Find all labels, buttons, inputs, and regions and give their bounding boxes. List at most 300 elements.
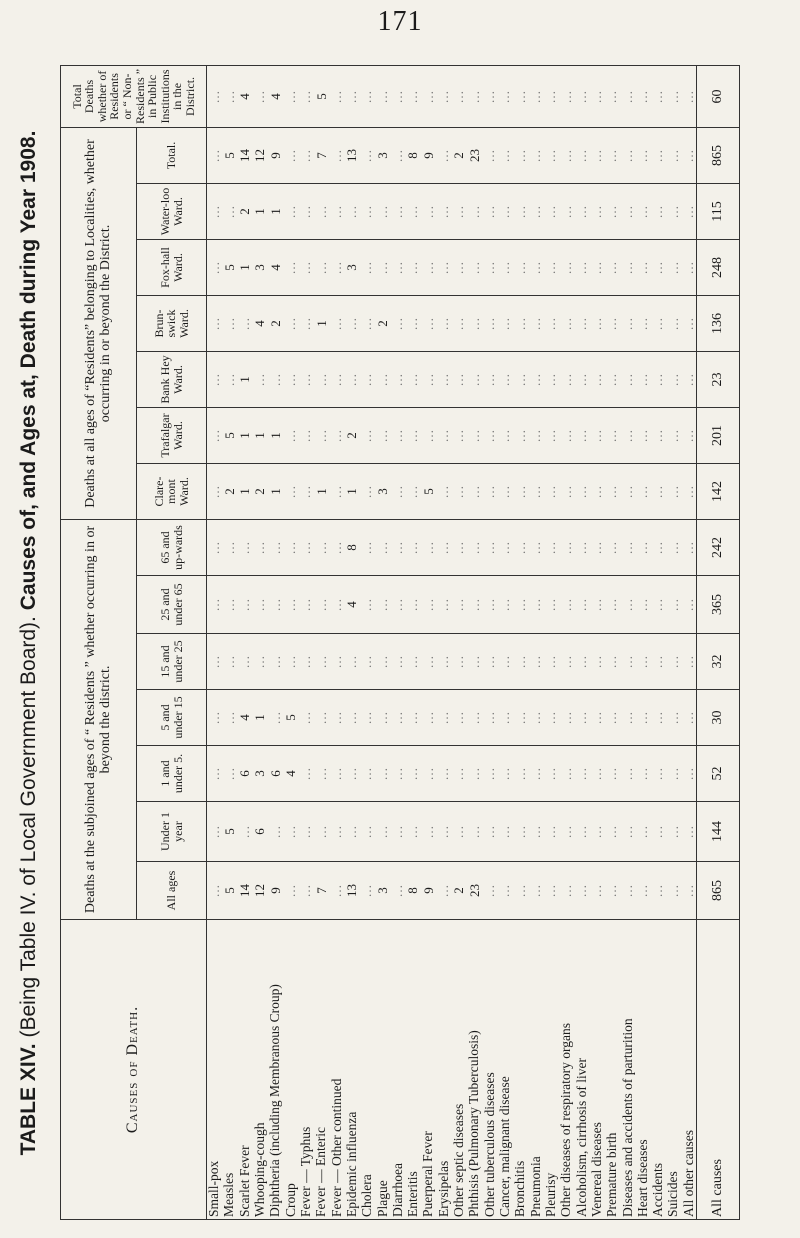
leader-dots: … xyxy=(635,654,651,669)
table-cell xyxy=(513,65,528,127)
leader-dots: … xyxy=(298,204,314,219)
table-cell xyxy=(528,184,543,240)
table-cell xyxy=(390,464,405,520)
table-cell xyxy=(482,127,497,183)
table-cell: 1 xyxy=(314,464,329,520)
table-cell xyxy=(314,690,329,746)
cause-label: Measles xyxy=(222,920,237,1220)
table-cell xyxy=(283,634,298,690)
table-cell xyxy=(329,408,344,464)
table-cell xyxy=(589,127,604,183)
leader-dots: … xyxy=(680,260,696,275)
table-cell xyxy=(375,746,390,802)
leader-dots: … xyxy=(650,260,666,275)
totals-cell: 242 xyxy=(697,520,740,576)
table-cell xyxy=(207,352,222,408)
table-cell xyxy=(605,184,620,240)
leader-dots: … xyxy=(466,89,482,104)
table-cell: 1 xyxy=(237,352,252,408)
leader-dots: … xyxy=(466,204,482,219)
leader-dots: … xyxy=(543,883,559,898)
leader-dots: … xyxy=(527,597,543,612)
table-cell xyxy=(344,746,359,802)
totals-cell: 365 xyxy=(697,576,740,634)
table-cell: 1 xyxy=(268,408,283,464)
table-cell xyxy=(559,746,574,802)
table-cell xyxy=(605,65,620,127)
leader-dots: … xyxy=(313,654,329,669)
table-cell xyxy=(452,408,467,464)
table-cell xyxy=(360,296,375,352)
leader-dots: … xyxy=(282,428,298,443)
leader-dots: … xyxy=(466,540,482,555)
table-cell xyxy=(666,520,681,576)
leader-dots: … xyxy=(527,540,543,555)
table-cell xyxy=(207,408,222,464)
leader-dots: … xyxy=(405,89,421,104)
leader-dots: … xyxy=(374,372,390,387)
leader-dots: … xyxy=(282,316,298,331)
table-cell xyxy=(421,746,436,802)
table-cell xyxy=(482,240,497,296)
leader-dots: … xyxy=(481,540,497,555)
table-row xyxy=(605,65,620,1219)
table-cell xyxy=(283,464,298,520)
leader-dots: … xyxy=(328,883,344,898)
leader-dots: … xyxy=(619,148,635,163)
table-cell: 6 xyxy=(268,746,283,802)
table-cell xyxy=(421,634,436,690)
table-cell xyxy=(390,690,405,746)
table-cell xyxy=(406,576,421,634)
leader-dots: … xyxy=(282,824,298,839)
leader-dots: … xyxy=(344,316,360,331)
leader-dots: … xyxy=(328,260,344,275)
table-cell xyxy=(283,408,298,464)
leader-dots: … xyxy=(665,766,681,781)
table-cell xyxy=(482,802,497,862)
table-cell xyxy=(298,184,313,240)
leader-dots: … xyxy=(359,428,375,443)
table-cell xyxy=(666,802,681,862)
table-row xyxy=(360,65,375,1219)
leader-dots: … xyxy=(604,540,620,555)
table-cell xyxy=(421,520,436,576)
leader-dots: … xyxy=(466,597,482,612)
table-cell xyxy=(635,296,650,352)
table-cell xyxy=(574,862,589,920)
table-cell xyxy=(651,296,666,352)
leader-dots: … xyxy=(451,372,467,387)
table-cell xyxy=(528,240,543,296)
table-cell xyxy=(651,240,666,296)
table-cell xyxy=(559,296,574,352)
leader-dots: … xyxy=(635,883,651,898)
table-row xyxy=(467,65,482,1219)
leader-dots: … xyxy=(252,540,268,555)
table-cell xyxy=(651,184,666,240)
leader-dots: … xyxy=(420,540,436,555)
leader-dots: … xyxy=(405,260,421,275)
table-cell xyxy=(298,296,313,352)
table-cell xyxy=(605,296,620,352)
leader-dots: … xyxy=(558,883,574,898)
leader-dots: … xyxy=(252,597,268,612)
table-cell: 5 xyxy=(222,127,237,183)
table-cell: 3 xyxy=(375,127,390,183)
table-cell xyxy=(605,408,620,464)
table-cell xyxy=(406,746,421,802)
table-cell xyxy=(360,464,375,520)
table-cell xyxy=(344,296,359,352)
table-cell xyxy=(635,352,650,408)
table-cell xyxy=(635,65,650,127)
table-cell: 2 xyxy=(344,408,359,464)
table-cell xyxy=(375,352,390,408)
table-cell xyxy=(237,576,252,634)
table-row xyxy=(375,65,390,1219)
leader-dots: … xyxy=(665,540,681,555)
table-cell xyxy=(543,464,558,520)
leader-dots: … xyxy=(573,883,589,898)
table-cell xyxy=(635,862,650,920)
leader-dots: … xyxy=(298,883,314,898)
table-cell xyxy=(605,240,620,296)
table-cell xyxy=(620,802,635,862)
cause-label: Pleurisy xyxy=(543,920,558,1220)
table-cell xyxy=(559,862,574,920)
leader-dots: … xyxy=(558,89,574,104)
leader-dots: … xyxy=(589,89,605,104)
table-cell xyxy=(497,802,512,862)
table-cell xyxy=(528,65,543,127)
leader-dots: … xyxy=(573,824,589,839)
table-cell xyxy=(574,802,589,862)
table-row xyxy=(344,65,359,1219)
localities-group-header: Deaths at all ages of “Residents” belonging to Localities, whether occurring in or beyond the District. xyxy=(61,127,137,519)
leader-dots: … xyxy=(573,89,589,104)
table-cell xyxy=(207,184,222,240)
leader-dots: … xyxy=(313,540,329,555)
table-cell xyxy=(222,746,237,802)
table-cell xyxy=(497,240,512,296)
table-cell xyxy=(681,65,696,127)
table-cell xyxy=(620,576,635,634)
table-cell xyxy=(589,240,604,296)
table-cell xyxy=(559,634,574,690)
leader-dots: … xyxy=(650,597,666,612)
table-cell xyxy=(360,576,375,634)
table-cell xyxy=(543,634,558,690)
table-cell xyxy=(589,408,604,464)
col-header: 5 and under 15 xyxy=(137,690,207,746)
table-cell xyxy=(406,520,421,576)
table-cell xyxy=(543,690,558,746)
table-cell xyxy=(283,127,298,183)
leader-dots: … xyxy=(680,428,696,443)
leader-dots: … xyxy=(604,824,620,839)
leader-dots: … xyxy=(619,204,635,219)
table-cell xyxy=(452,634,467,690)
table-cell xyxy=(559,408,574,464)
leader-dots: … xyxy=(221,710,237,725)
leader-dots: … xyxy=(282,89,298,104)
table-cell: 2 xyxy=(268,296,283,352)
table-cell xyxy=(298,65,313,127)
table-cell xyxy=(436,464,451,520)
col-header: Clare-mont Ward. xyxy=(137,464,207,520)
leader-dots: … xyxy=(650,824,666,839)
leader-dots: … xyxy=(619,372,635,387)
table-cell: 4 xyxy=(237,65,252,127)
table-cell xyxy=(543,520,558,576)
table-cell: 1 xyxy=(237,240,252,296)
leader-dots: … xyxy=(405,654,421,669)
table-cell xyxy=(298,746,313,802)
table-cell xyxy=(298,240,313,296)
col-header: Total. xyxy=(137,127,207,183)
table-cell xyxy=(360,65,375,127)
leader-dots: … xyxy=(512,484,528,499)
leader-dots: … xyxy=(481,484,497,499)
leader-dots: … xyxy=(497,260,513,275)
table-cell xyxy=(635,464,650,520)
leader-dots: … xyxy=(527,372,543,387)
leader-dots: … xyxy=(527,710,543,725)
table-row xyxy=(207,65,222,1219)
table-cell xyxy=(268,802,283,862)
leader-dots: … xyxy=(665,484,681,499)
table-cell xyxy=(513,520,528,576)
table-cell xyxy=(574,634,589,690)
table-row xyxy=(589,65,604,1219)
col-header: 15 and under 25 xyxy=(137,634,207,690)
leader-dots: … xyxy=(206,766,222,781)
cause-label: Fever — Enteric xyxy=(314,920,329,1220)
leader-dots: … xyxy=(481,428,497,443)
leader-dots: … xyxy=(359,260,375,275)
table-cell xyxy=(651,802,666,862)
table-cell xyxy=(620,240,635,296)
leader-dots: … xyxy=(221,316,237,331)
leader-dots: … xyxy=(650,883,666,898)
leader-dots: … xyxy=(328,824,344,839)
table-cell xyxy=(651,576,666,634)
leader-dots: … xyxy=(359,540,375,555)
table-cell xyxy=(329,464,344,520)
table-cell xyxy=(482,65,497,127)
leader-dots: … xyxy=(589,540,605,555)
leader-dots: … xyxy=(267,710,283,725)
cause-label: Phthisis (Pulmonary Tuberculosis) xyxy=(467,920,482,1220)
table-cell xyxy=(605,576,620,634)
table-cell xyxy=(298,464,313,520)
table-cell xyxy=(436,576,451,634)
table-cell xyxy=(298,520,313,576)
table-cell xyxy=(252,65,267,127)
table-cell xyxy=(222,184,237,240)
table-cell xyxy=(436,690,451,746)
table-cell xyxy=(574,296,589,352)
leader-dots: … xyxy=(282,260,298,275)
table-cell: 1 xyxy=(237,464,252,520)
leader-dots: … xyxy=(481,316,497,331)
leader-dots: … xyxy=(451,316,467,331)
table-cell xyxy=(298,408,313,464)
table-cell xyxy=(635,802,650,862)
leader-dots: … xyxy=(420,89,436,104)
leader-dots: … xyxy=(206,710,222,725)
leader-dots: … xyxy=(466,316,482,331)
leader-dots: … xyxy=(436,428,452,443)
col-header: 65 and up-wards xyxy=(137,520,207,576)
table-cell xyxy=(467,184,482,240)
table-cell: 1 xyxy=(252,408,267,464)
leader-dots: … xyxy=(436,824,452,839)
table-row xyxy=(528,65,543,1219)
cause-label: Croup xyxy=(283,920,298,1220)
table-cell xyxy=(329,576,344,634)
leader-dots: … xyxy=(665,428,681,443)
table-cell xyxy=(620,352,635,408)
table-cell: 6 xyxy=(237,746,252,802)
leader-dots: … xyxy=(390,89,406,104)
table-cell xyxy=(651,862,666,920)
leader-dots: … xyxy=(206,204,222,219)
leader-dots: … xyxy=(573,316,589,331)
leader-dots: … xyxy=(635,824,651,839)
table-cell xyxy=(436,746,451,802)
table-cell xyxy=(298,690,313,746)
leader-dots: … xyxy=(451,597,467,612)
leader-dots: … xyxy=(374,766,390,781)
cause-label: Accidents xyxy=(651,920,666,1220)
leader-dots: … xyxy=(589,710,605,725)
table-cell xyxy=(283,862,298,920)
leader-dots: … xyxy=(390,148,406,163)
table-cell xyxy=(497,634,512,690)
leader-dots: … xyxy=(328,597,344,612)
leader-dots: … xyxy=(298,766,314,781)
leader-dots: … xyxy=(589,204,605,219)
leader-dots: … xyxy=(604,260,620,275)
leader-dots: … xyxy=(604,883,620,898)
leader-dots: … xyxy=(298,148,314,163)
leader-dots: … xyxy=(236,654,252,669)
table-cell xyxy=(314,408,329,464)
table-cell xyxy=(574,184,589,240)
leader-dots: … xyxy=(635,710,651,725)
table-cell xyxy=(497,520,512,576)
leader-dots: … xyxy=(604,148,620,163)
table-cell xyxy=(497,184,512,240)
table-cell: 13 xyxy=(344,127,359,183)
leader-dots: … xyxy=(481,597,497,612)
totals-cell: 23 xyxy=(697,352,740,408)
leader-dots: … xyxy=(665,883,681,898)
table-cell xyxy=(390,240,405,296)
page-number: 171 xyxy=(377,6,423,37)
leader-dots: … xyxy=(206,824,222,839)
table-cell xyxy=(666,690,681,746)
table-cell xyxy=(589,802,604,862)
leader-dots: … xyxy=(436,710,452,725)
table-row xyxy=(574,65,589,1219)
leader-dots: … xyxy=(497,148,513,163)
leader-dots: … xyxy=(573,540,589,555)
leader-dots: … xyxy=(466,766,482,781)
leader-dots: … xyxy=(527,316,543,331)
leader-dots: … xyxy=(374,89,390,104)
leader-dots: … xyxy=(252,372,268,387)
table-cell xyxy=(268,690,283,746)
table-cell xyxy=(421,352,436,408)
table-cell xyxy=(467,520,482,576)
table-cell xyxy=(574,240,589,296)
table-cell: 2 xyxy=(252,464,267,520)
leader-dots: … xyxy=(619,710,635,725)
table-row xyxy=(513,65,528,1219)
leader-dots: … xyxy=(313,428,329,443)
leader-dots: … xyxy=(359,372,375,387)
cause-label: Diphtheria (including Membranous Croup) xyxy=(268,920,283,1220)
leader-dots: … xyxy=(420,316,436,331)
leader-dots: … xyxy=(344,766,360,781)
leader-dots: … xyxy=(451,766,467,781)
leader-dots: … xyxy=(680,484,696,499)
table-cell xyxy=(406,65,421,127)
leader-dots: … xyxy=(527,428,543,443)
table-cell xyxy=(605,862,620,920)
table-cell xyxy=(497,65,512,127)
leader-dots: … xyxy=(573,148,589,163)
table-cell xyxy=(497,746,512,802)
table-cell xyxy=(589,746,604,802)
leader-dots: … xyxy=(436,654,452,669)
leader-dots: … xyxy=(680,654,696,669)
leader-dots: … xyxy=(512,428,528,443)
leader-dots: … xyxy=(527,766,543,781)
table-cell xyxy=(528,746,543,802)
cause-label: Cancer, malignant disease xyxy=(497,920,512,1220)
table-heading: Causes of, and Ages at, Death during Year 1908. xyxy=(17,130,40,611)
table-row xyxy=(237,65,252,1219)
leader-dots: … xyxy=(282,597,298,612)
table-cell xyxy=(543,65,558,127)
table-cell xyxy=(222,634,237,690)
table-cell xyxy=(390,65,405,127)
table-cell xyxy=(329,296,344,352)
leader-dots: … xyxy=(543,260,559,275)
table-cell xyxy=(314,634,329,690)
table-cell xyxy=(406,802,421,862)
table-cell xyxy=(421,576,436,634)
leader-dots: … xyxy=(543,654,559,669)
leader-dots: … xyxy=(481,148,497,163)
table-cell xyxy=(543,352,558,408)
table-cell xyxy=(436,408,451,464)
table-cell xyxy=(574,352,589,408)
leader-dots: … xyxy=(604,316,620,331)
leader-dots: … xyxy=(359,710,375,725)
table-cell xyxy=(344,65,359,127)
leader-dots: … xyxy=(680,204,696,219)
leader-dots: … xyxy=(328,89,344,104)
table-cell: 7 xyxy=(314,862,329,920)
leader-dots: … xyxy=(298,428,314,443)
table-cell: 4 xyxy=(268,65,283,127)
table-cell xyxy=(314,184,329,240)
